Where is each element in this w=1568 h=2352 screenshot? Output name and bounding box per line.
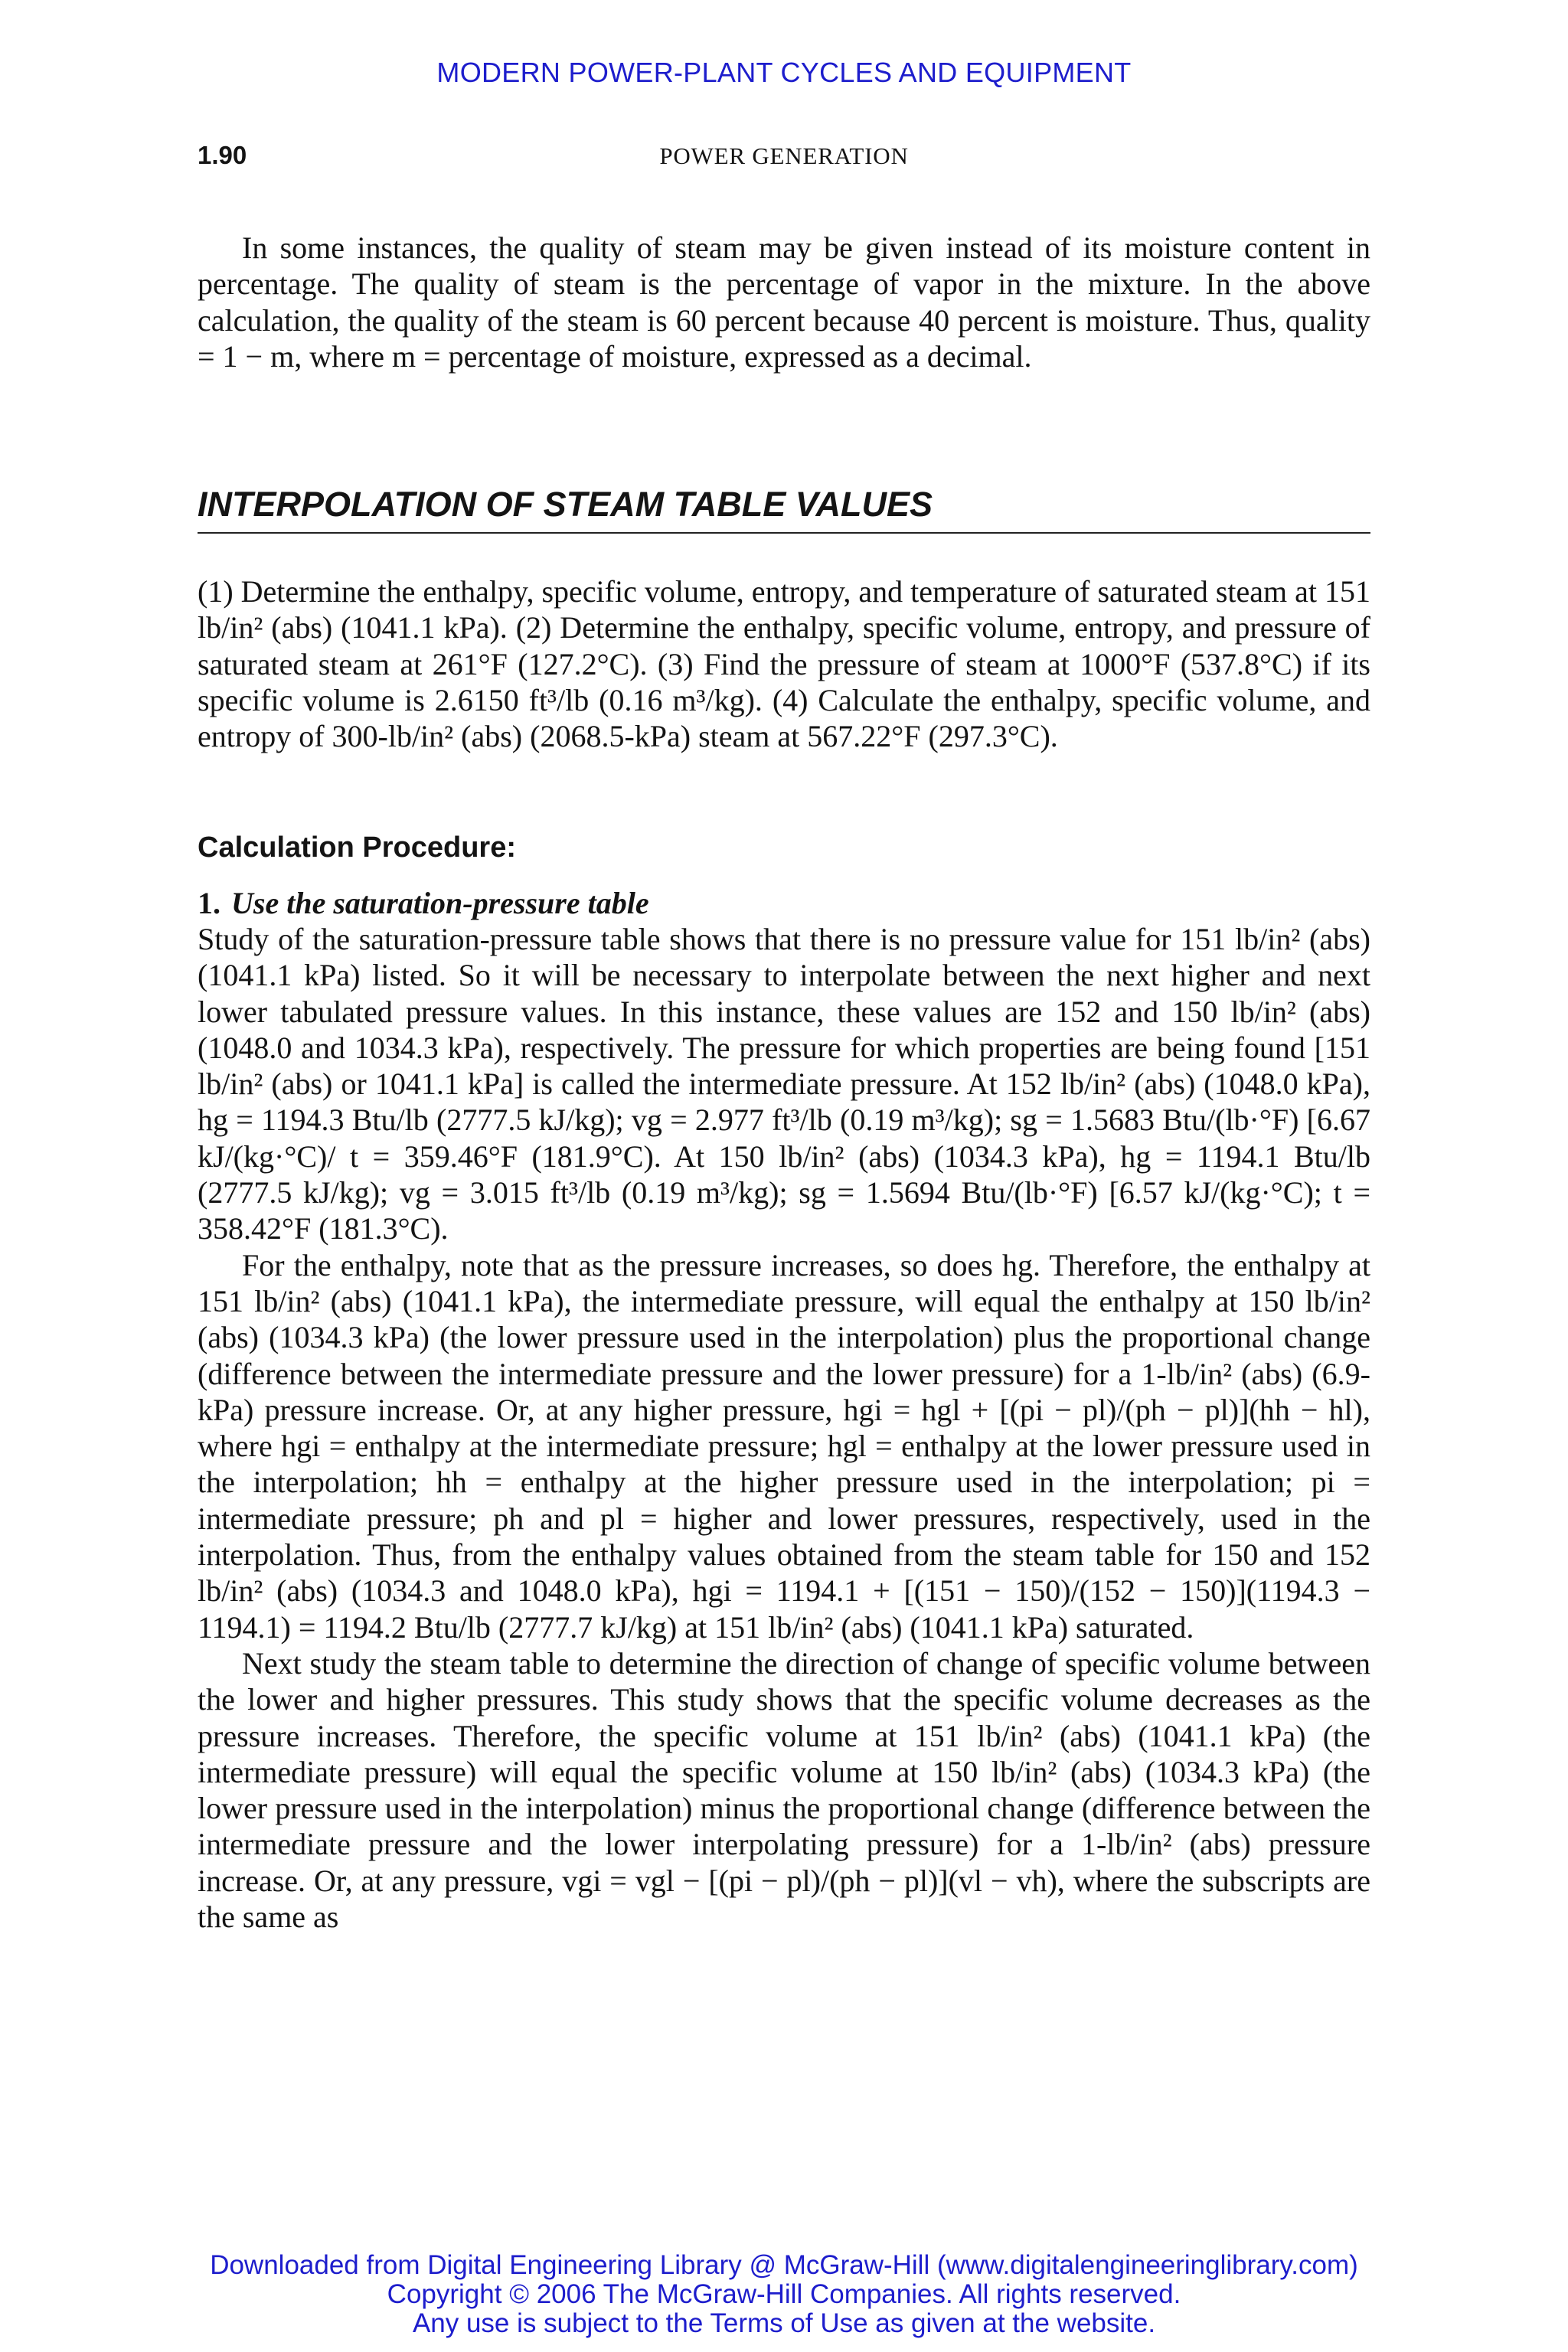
step-1-paragraph-1: Study of the saturation-pressure table shows that there is no pressure value for 151 lb/in² (abs) (1041.1 kPa) listed. So it will be necessary to interpolate between the next higher and next lower tabulated pressure values. In this instance, these values are 152 and 150 lb/in² (abs) (1048.0 and 1034.3 kPa), respectively. The pressure for which properties are being found [151 lb/in² (abs) or 1041.1 kPa] is called the intermediate pressure. At 152 lb/in² (abs) (1048.0 kPa), hg = 1194.3 Btu/lb (2777.5 kJ/kg); vg = 2.977 ft³/lb (0.19 m³/kg); sg = 1.5683 Btu/(lb·°F) [6.67 kJ/(kg·°C)/ t = 359.46°F (181.9°C). At 150 lb/in² (abs) (1034.3 kPa), hg = 1194.1 Btu/lb (2777.5 kJ/kg); vg = 3.015 ft³/lb (0.19 m³/kg); sg = 1.5694 Btu/(lb·°F) [6.57 kJ/(kg·°C); t = 358.42°F (181.3°C). [198, 921, 1370, 1246]
running-head: POWER GENERATION [659, 142, 909, 169]
footer-copyright: Copyright © 2006 The McGraw-Hill Companies. All rights reserved. [387, 2279, 1181, 2309]
calculation-procedure-heading: Calculation Procedure: [198, 831, 516, 864]
step-1-paragraph-2: For the enthalpy, note that as the pressure increases, so does hg. Therefore, the enthalpy at 151 lb/in² (abs) (1041.1 kPa), the intermediate pressure, will equal the enthalpy at 150 lb/in² (abs) (1034.3 kPa) (the lower pressure used in the interpolation) plus the proportional change (difference between the intermediate pressure and the lower pressure) for a 1-lb/in² (abs) (6.9-kPa) pressure increase. Or, at any higher pressure, hgi = hgl + [(pi − pl)/(ph − pl)](hh − hl), where hgi = enthalpy at the intermediate pressure; hgl = enthalpy at the lower pressure used in the interpolation; hh = enthalpy at the higher pressure used in the interpolation; pi = intermediate pressure; ph and pl = higher and lower pressures, respectively, used in the interpolation. Thus, from the enthalpy values obtained from the steam table for 150 and 152 lb/in² (abs) (1034.3 and 1048.0 kPa), hgi = 1194.1 + [(151 − 150)/(152 − 150)](1194.3 − 1194.1) = 1194.2 Btu/lb (2777.7 kJ/kg) at 151 lb/in² (abs) (1041.1 kPa) saturated. [198, 1247, 1370, 1645]
section-title: INTERPOLATION OF STEAM TABLE VALUES [198, 483, 1370, 534]
page-body [198, 230, 1370, 1935]
book-title-link[interactable]: MODERN POWER-PLANT CYCLES AND EQUIPMENT [436, 57, 1132, 88]
step-title: Use the saturation-pressure table [231, 885, 649, 920]
footer [0, 2251, 1568, 2338]
footer-download-link[interactable]: Downloaded from Digital Engineering Library @ McGraw-Hill (www.digitalengineeringlibrary.com) [210, 2250, 1358, 2280]
step-1-heading [198, 885, 1370, 921]
footer-terms: Any use is subject to the Terms of Use as given at the website. [412, 2308, 1156, 2338]
page-number: 1.90 [198, 141, 247, 169]
intro-paragraph: In some instances, the quality of steam may be given instead of its moisture content in percentage. The quality of steam is the percentage of vapor in the mixture. In the above calculation, the quality of the steam is 60 percent because 40 percent is moisture. Thus, quality = 1 − m, where m = percentage of moisture, expressed as a decimal. [198, 230, 1370, 374]
step-number: 1. [198, 885, 220, 920]
problem-statement: (1) Determine the enthalpy, specific volume, entropy, and temperature of saturated steam at 151 lb/in² (abs) (1041.1 kPa). (2) Determine the enthalpy, specific volume, entropy, and pressure of saturated steam at 261°F (127.2°C). (3) Find the pressure of steam at 1000°F (537.8°C) if its specific volume is 2.6150 ft³/lb (0.16 m³/kg). (4) Calculate the enthalpy, specific volume, and entropy of 300-lb/in² (abs) (2068.5-kPa) steam at 567.22°F (297.3°C). [198, 574, 1371, 754]
step-1-paragraph-3: Next study the steam table to determine the direction of change of specific volume between the lower and higher pressures. This study shows that the specific volume decreases as the pressure increases. Therefore, the specific volume at 151 lb/in² (abs) (1041.1 kPa) (the intermediate pressure) will equal the specific volume at 150 lb/in² (abs) (1034.3 kPa) (the lower pressure used in the interpolation) minus the proportional change (difference between the intermediate pressure and the lower interpolating pressure) for a 1-lb/in² (abs) pressure increase. Or, at any pressure, vgi = vgl − [(pi − pl)/(ph − pl)](vl − vh), where the subscripts are the same as [198, 1645, 1370, 1934]
